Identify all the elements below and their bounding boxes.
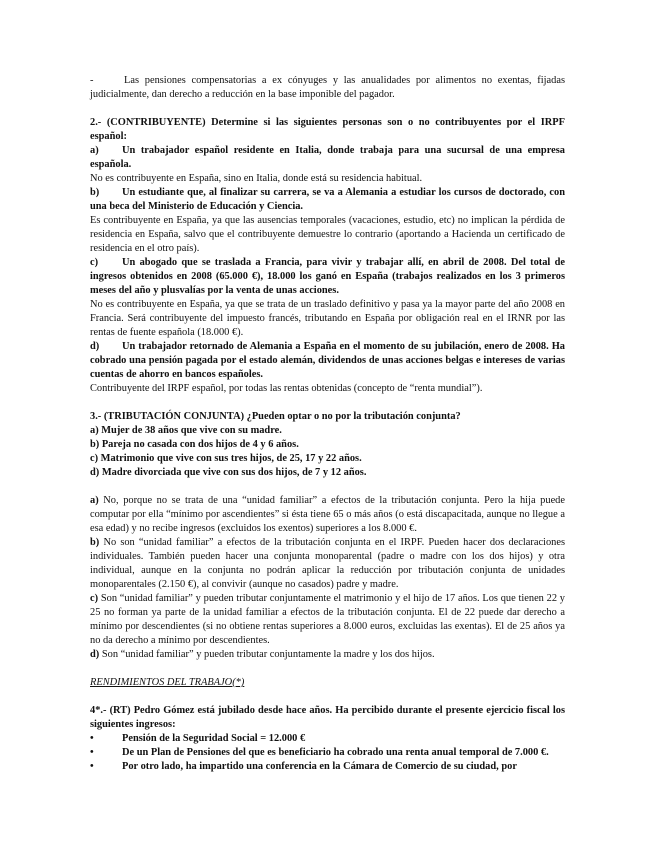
bullet-icon: • <box>90 733 94 744</box>
section-heading: RENDIMIENTOS DEL TRABAJO(*) <box>90 677 245 688</box>
q2-item-a-question: a) Un trabajador español residente en Italia, donde trabaja para una sucursal de una empresa española. <box>90 145 565 170</box>
q2-item-c-answer: No es contribuyente en España, ya que se trata de un traslado definitivo y pasa ya la mayor parte del año 2008 en Francia. Será contribuyente del impuesto francés, tributando en España por obligación real en el IRNR por las rentas de fuente española (18.000 €). <box>90 299 565 338</box>
q3-answer-c: c) Son “unidad familiar” y pueden tributar conjuntamente el matrimonio y el hijo de 17 años. Los que tienen 22 y 25 no forman ya parte de la unidad familiar a efectos de la tributación conjunta. El de 22 puede dar derecho a mínimo por descendientes (si no obtiene rentas superiores a 8.000 euros, excluidas las exentas). El de 25 años ya no da derecho a mínimo por descendientes. <box>90 593 565 646</box>
bullet-icon: • <box>90 761 94 772</box>
bullet-icon: • <box>90 747 94 758</box>
q3-option-d: d) Madre divorciada que vive con sus dos hijos, de 7 y 12 años. <box>90 467 367 478</box>
q3-heading: 3.- (TRIBUTACIÓN CONJUNTA) ¿Pueden optar o no por la tributación conjunta? <box>90 411 461 422</box>
q4-heading: 4*.- (RT) Pedro Gómez está jubilado desde hace años. Ha percibido durante el presente ejercicio fiscal los siguientes ingresos: <box>90 705 565 730</box>
intro-text: Las pensiones compensatorias a ex cónyuges y las anualidades por alimentos no exentas, fijadas judicialmente, dan derecho a reducción en la base imponible del pagador. <box>90 75 565 100</box>
q2-item-b-question: b) Un estudiante que, al finalizar su carrera, se va a Alemania a estudiar los cursos de doctorado, con una beca del Ministerio de Educación y Ciencia. <box>90 187 565 212</box>
q4-bullet-1: • Pensión de la Seguridad Social = 12.000 € <box>90 733 306 744</box>
q2-heading: 2.- (CONTRIBUYENTE) Determine si las siguientes personas son o no contribuyentes por el IRPF español: <box>90 117 565 142</box>
q2-item-d-question: d) Un trabajador retornado de Alemania a España en el momento de su jubilación, enero de 2008. Ha cobrado una pensión pagada por el estado alemán, dividendos de unas acciones belgas e intereses de varias cuentas de ahorro en bancos españoles. <box>90 341 565 380</box>
q3-option-c: c) Matrimonio que vive con sus tres hijos, de 25, 17 y 22 años. <box>90 453 362 464</box>
q3-answer-a: a) No, porque no se trata de una “unidad familiar” a efectos de la tributación conjunta. Pero la hija puede computar por ella “mínimo por ascendientes” si ésta tiene 65 o más años (o está discapacitada, aunque no llegue a esa edad) y no recibe ingresos (excluidos los exentos) superiores a los 8.000 €. <box>90 495 565 534</box>
q2-item-b-answer: Es contribuyente en España, ya que las ausencias temporales (vacaciones, estudio, etc) no implican la pérdida de residencia en España, salvo que el contribuyente demuestre lo contrario (aportando a Hacienda un certificado de residencia en el otro país). <box>90 215 565 254</box>
document-page <box>90 74 565 774</box>
q2-item-a-answer: No es contribuyente en España, sino en Italia, donde está su residencia habitual. <box>90 173 423 184</box>
intro-dash: - <box>90 75 94 86</box>
q4-bullet-2: • De un Plan de Pensiones del que es beneficiario ha cobrado una renta anual temporal de 7.000 €. <box>90 747 549 758</box>
q2-item-c-question: c) Un abogado que se traslada a Francia, para vivir y trabajar allí, en abril de 2008. Del total de ingresos obtenidos en 2008 (65.000 €), 18.000 los ganó en España (trabajos realizados en los 3 primeros meses del año y plusvalías por la venta de unas acciones. <box>90 257 565 296</box>
q4-bullet-3: • Por otro lado, ha impartido una conferencia en la Cámara de Comercio de su ciudad, por <box>90 761 517 772</box>
intro-paragraph <box>90 74 565 102</box>
q3-option-b: b) Pareja no casada con dos hijos de 4 y 6 años. <box>90 439 299 450</box>
q3-answer-b: b) No son “unidad familiar” a efectos de la tributación conjunta en el IRPF. Pueden hacer dos declaraciones individuales. También pueden hacer una conjunta monoparental (padre o madre con los dos hijos) y otra individual, aunque en la conjunta no podrán aplicar la reducción por tributación conjunta de unidades monoparentales (2.150 €), al convivir (aunque no casados) padre y madre. <box>90 537 565 590</box>
q3-answer-d: d) Son “unidad familiar” y pueden tributar conjuntamente la madre y los dos hijos. <box>90 649 435 660</box>
q3-option-a: a) Mujer de 38 años que vive con su madre. <box>90 425 282 436</box>
q2-item-d-answer: Contribuyente del IRPF español, por todas las rentas obtenidas (concepto de “renta mundial”). <box>90 383 483 394</box>
